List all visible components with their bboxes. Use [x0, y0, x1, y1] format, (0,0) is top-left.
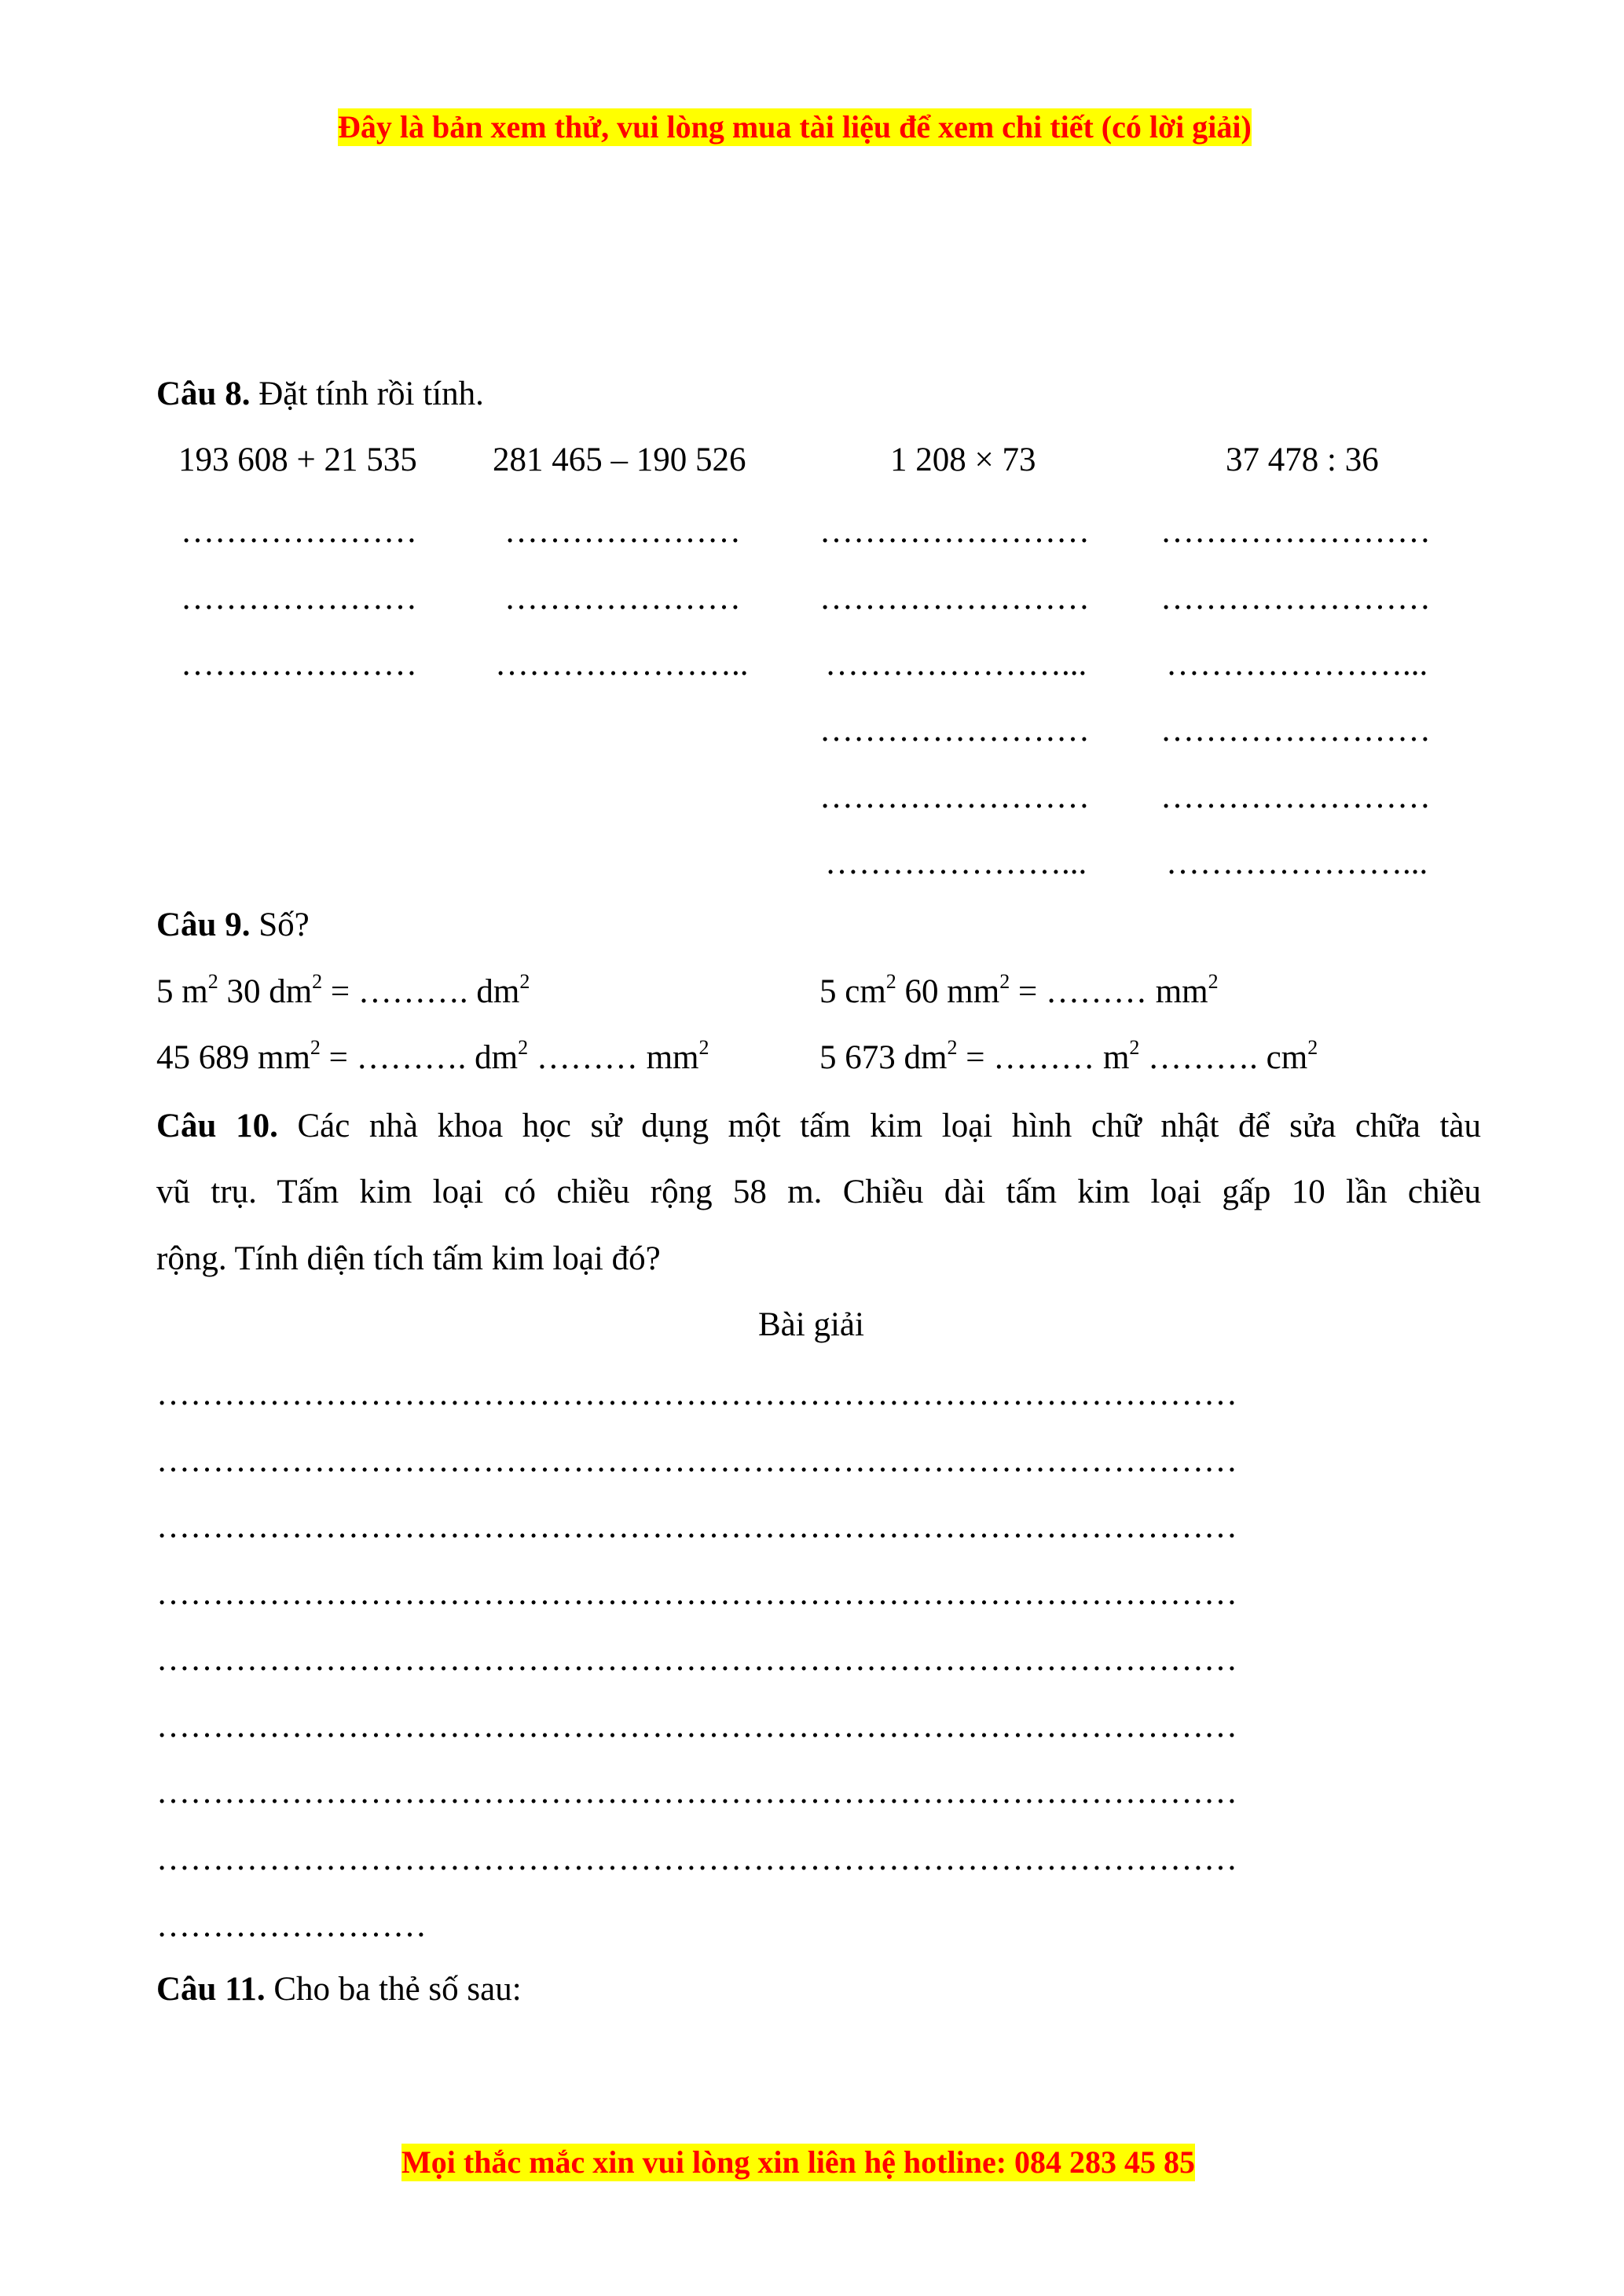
answer-line[interactable]: …………………………………………………………………………………… [156, 1708, 1237, 1745]
answer-dots[interactable]: …………………… [1160, 513, 1431, 550]
question-label: Câu 8. [156, 375, 251, 412]
question-text: Số? [258, 906, 310, 943]
answer-dots[interactable]: …………………... [1166, 646, 1428, 683]
answer-dots[interactable]: ………………… [504, 580, 741, 617]
answer-line[interactable]: …………………………………………………………………………………… [156, 1840, 1237, 1877]
question-9-title [156, 908, 310, 942]
answer-line[interactable]: …………………………………………………………………………………… [156, 1508, 1237, 1545]
answer-line[interactable]: …………………………………………………………………………………… [156, 1375, 1237, 1412]
conversion-3[interactable]: 45 689 $mm^2$ = ………. $dm^2$ ……… $mm^2$ [156, 1036, 709, 1076]
answer-line[interactable]: …………………………………………………………………………………… [156, 1641, 1237, 1678]
answer-line[interactable]: …………………… [156, 1907, 427, 1944]
question-text: Cho ba thẻ số sau: [273, 1971, 522, 2008]
answer-dots[interactable]: …………………… [1160, 580, 1431, 617]
problem-3: 1 208 × 73 [890, 441, 1036, 478]
problem-2: 281 465 – 190 526 [493, 441, 746, 478]
question-11-title [156, 1972, 522, 2006]
hotline-notice: Mọi thắc mắc xin vui lòng xin liên hệ hotline: 084 283 45 85 [401, 2144, 1196, 2180]
answer-line[interactable]: …………………………………………………………………………………… [156, 1575, 1237, 1612]
question-10-line-1: Câu 10. Các nhà khoa học sử dụng một tấm kim loại hình chữ nhật để sửa chữa tàu [156, 1108, 1482, 1144]
preview-notice: Đây là bản xem thử, vui lòng mua tài liệu để xem chi tiết (có lời giải) [338, 109, 1252, 145]
answer-dots[interactable]: …………………… [1160, 778, 1431, 815]
answer-dots[interactable]: …………………... [825, 844, 1087, 881]
answer-dots[interactable]: ………………… [181, 646, 417, 683]
answer-line[interactable]: …………………………………………………………………………………… [156, 1774, 1237, 1811]
solution-heading: Bài giải [758, 1306, 864, 1343]
answer-dots[interactable]: …………………... [1166, 844, 1428, 881]
answer-dots[interactable]: …………………… [819, 778, 1090, 815]
question-8-title [156, 377, 484, 411]
question-10-line-3: rộng. Tính diện tích tấm kim loại đó? [156, 1240, 661, 1277]
answer-line[interactable]: …………………………………………………………………………………… [156, 1442, 1237, 1479]
answer-dots[interactable]: …………………… [819, 712, 1090, 749]
question-text: Đặt tính rồi tính. [258, 375, 484, 412]
answer-dots[interactable]: ………………… [181, 513, 417, 550]
answer-dots[interactable]: …………………… [1160, 712, 1431, 749]
problem-1: 193 608 + 21 535 [178, 441, 417, 478]
conversion-2[interactable]: 5 $cm^2$ 60 $mm^2$ = ……… $mm^2$ [819, 970, 1219, 1010]
problem-4: 37 478 : 36 [1226, 441, 1379, 478]
question-10-line-2: vũ trụ. Tấm kim loại có chiều rộng 58 m. Chiều dài tấm kim loại gấp 10 lần chiều [156, 1174, 1481, 1210]
answer-dots[interactable]: …………………… [819, 580, 1090, 617]
question-label: Câu 9. [156, 906, 251, 943]
conversion-1[interactable]: 5 $m^2$ 30 $dm^2$ = ………. $dm^2$ [156, 970, 530, 1010]
answer-dots[interactable]: ………………… [504, 513, 741, 550]
conversion-4[interactable]: 5 673 $dm^2$ = ……… $m^2$ ………. $cm^2$ [819, 1036, 1318, 1076]
answer-dots[interactable]: ………………… [181, 580, 417, 617]
answer-dots[interactable]: …………………... [825, 646, 1087, 683]
question-label: Câu 11. [156, 1971, 266, 2008]
answer-dots[interactable]: …………………… [819, 513, 1090, 550]
question-label: Câu 10. [156, 1108, 278, 1144]
answer-dots[interactable]: ………………….. [495, 646, 749, 683]
